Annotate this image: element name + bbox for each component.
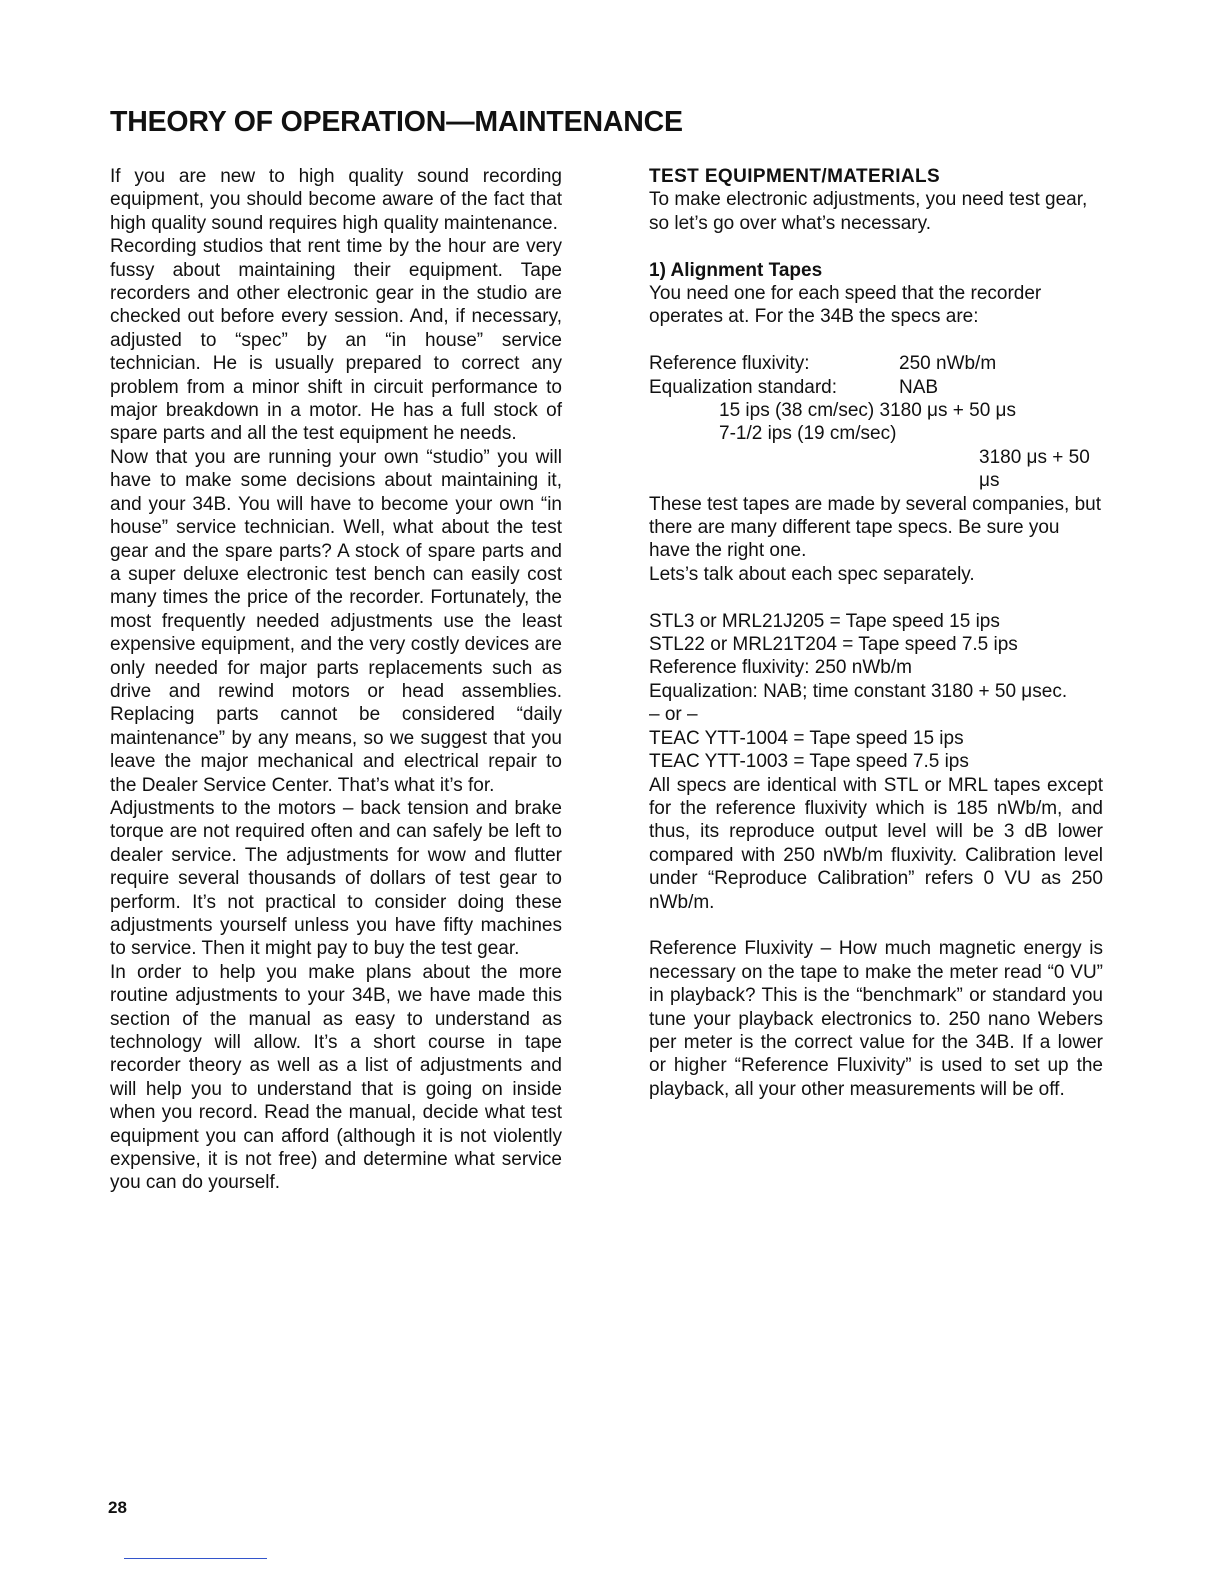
spacer	[649, 329, 1103, 352]
paragraph-routine-adjustments: In order to help you make plans about the more routine adjustments to your 34B, we have made this section of the manual as easy to understand as technology will allow. It’s a short course in tape recorder theory as well as a list of adjustments and will help you to understand that is going on inside when you record. Read the manual, decide what test equipment you can afford (although it is not violently expensive, it is not free) and determine what service you can do yourself.	[110, 961, 562, 1194]
page-number: 28	[108, 1498, 127, 1517]
paragraph-your-own-studio: Now that you are running your own “studio” you will have to make some decisions about maintaining it, and your 34B. You will have to become your own “in house” service technician. Well, what about the test gear and the spare parts? A stock of spare parts and a super deluxe electronic test bench can easily cost many times the price of the recorder. Fortunately, the most frequently needed adjustments use the least expensive equipment, and the very costly devices are only needed for major parts replacements such as drive and rewind motors or head assemblies. Replacing parts cannot be considered “daily maintenance” by any means, so we suggest that you leave the major mechanical and electrical repair to the Dealer Service Center. That’s what it’s for.	[110, 446, 562, 796]
paragraph-alignment-intro: You need one for each speed that the recorder operates at. For the 34B the specs are:	[649, 283, 1042, 328]
paragraph-identical-specs: All specs are identical with STL or MRL tapes except for the reference fluxivity which is 185 nWb/m, and thus, its reproduce output level will be 3 dB lower compared with 250 nWb/m fluxivity. Calibration level under “Reproduce Calibration” refers 0 VU as 250 nWb/m.	[649, 774, 1103, 913]
spec-row-fluxivity	[649, 352, 1103, 375]
paragraph-reference-fluxivity: Reference Fluxivity – How much magnetic energy is necessary on the tape to make the meter read “0 VU” in playback? This is the “benchmark” or standard you tune your playback electronics to. 250 nano Webers per meter is the correct value for the 34B. If a lower or higher “Reference Fluxivity” is used to set up the playback, all your other measurements will be off.	[649, 938, 1103, 1100]
page-title: THEORY OF OPERATION—MAINTENANCE	[110, 106, 683, 138]
spec-label: Equalization standard:	[649, 376, 838, 398]
tape-line: TEAC YTT-1004 = Tape speed 15 ips	[649, 727, 964, 749]
spec-line-15ips: 15 ips (38 cm/sec) 3180 μs + 50 μs	[719, 400, 1017, 422]
spec-row-equalization	[649, 376, 1103, 399]
right-column	[649, 165, 1103, 1101]
subheading-alignment-tapes: 1) Alignment Tapes	[649, 259, 823, 281]
paragraph-motor-adjustments: Adjustments to the motors – back tension and brake torque are not required often and can safely be left to dealer service. The adjustments for wow and flutter require several thousands of dollars of test gear to perform. It’s not practical to consider doing these adjustments yourself unless you have fifty machines to service. Then it might pay to buy the test gear.	[110, 797, 562, 960]
spec-value: NAB	[899, 376, 939, 398]
footer-rule	[124, 1558, 267, 1559]
section-heading-test-equipment: TEST EQUIPMENT/MATERIALS	[649, 166, 941, 187]
paragraph-spec-separately: Lets’s talk about each spec separately.	[649, 563, 975, 585]
spacer	[649, 235, 1103, 258]
tape-line: STL3 or MRL21J205 = Tape speed 15 ips	[649, 610, 1000, 632]
spec-value: 250 nWb/m	[899, 353, 997, 375]
tape-line: Equalization: NAB; time constant 3180 + 50 μsec.	[649, 680, 1068, 702]
tape-line-or: – or –	[649, 704, 698, 726]
left-column	[110, 165, 562, 1195]
spec-line-7ips-value: 3180 μs + 50 μs	[979, 446, 1090, 492]
spacer	[649, 586, 1103, 609]
spec-label: Reference fluxivity:	[649, 353, 810, 375]
spacer	[649, 914, 1103, 937]
tape-line: Reference fluxivity: 250 nWb/m	[649, 657, 912, 679]
paragraph-test-tapes-note: These test tapes are made by several companies, but there are many different tape specs. Be sure you have the right one.	[649, 493, 1102, 562]
spec-line-7ips: 7-1/2 ips (19 cm/sec)	[719, 423, 897, 445]
paragraph-intro: If you are new to high quality sound recording equipment, you should become aware of the fact that high quality sound requires high quality maintenance.	[110, 166, 562, 234]
paragraph-recording-studios: Recording studios that rent time by the hour are very fussy about maintaining their equipment. Tape recorders and other electronic gear in the studio are checked out before every session. And, if necessary, adjusted to “spec” by an “in house” service technician. He is usually prepared to correct any problem from a minor shift in circuit performance to major breakdown in a motor. He has a full stock of spare parts and all the test equipment he needs.	[110, 236, 562, 445]
paragraph-test-gear-intro: To make electronic adjustments, you need test gear, so let’s go over what’s necessary.	[649, 189, 1088, 234]
tape-line: STL22 or MRL21T204 = Tape speed 7.5 ips	[649, 634, 1018, 656]
tape-line: TEAC YTT-1003 = Tape speed 7.5 ips	[649, 751, 969, 773]
